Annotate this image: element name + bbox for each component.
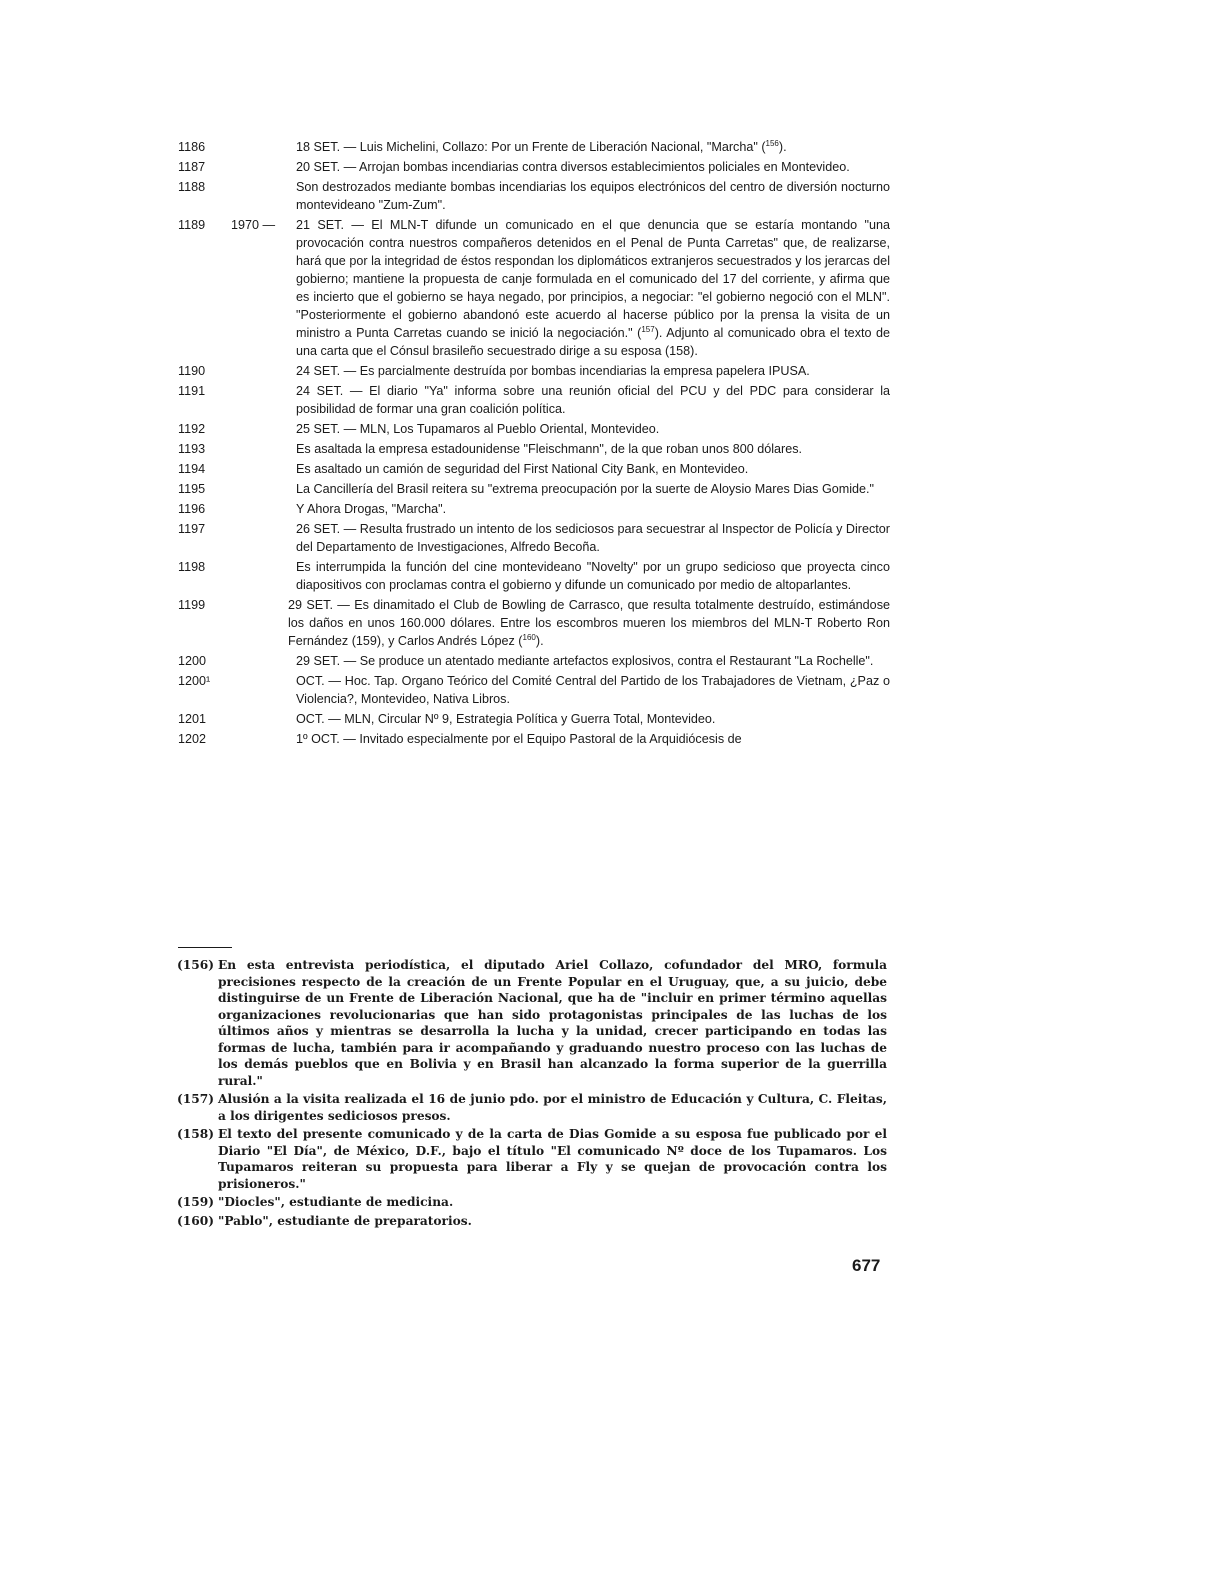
entry-text: Es asaltada la empresa estadounidense "Fleischmann", de la que roban unos 800 dólares. xyxy=(296,442,803,456)
entry-number: 1188 xyxy=(178,180,206,194)
entry-text: Y Ahora Drogas, "Marcha". xyxy=(296,502,447,516)
entry-text: 29 SET. — Es dinamitado el Club de Bowling de Carrasco, que resulta totalmente destruído, estimándose los daños en unos 160.000 dólares. Entre los escombros mueren los miembros del MLN-T Roberto Ron Fernández (159), y Carlos Andrés López ($^{160}$). xyxy=(288,598,890,648)
entry-text: 26 SET. — Resulta frustrado un intento de los sediciosos para secuestrar al Inspector de Policía y Director del Departamento de Investigaciones, Alfredo Becoña. xyxy=(296,522,890,554)
entry-text: OCT. — MLN, Circular Nº 9, Estrategia Política y Guerra Total, Montevideo. xyxy=(296,712,716,726)
footnote-text: En esta entrevista periodística, el diputado Ariel Collazo, cofundador del MRO, formula precisiones respecto de la creación de un Frente Popular en el Uruguay, que, a su juicio, debe distinguirse de un Frente de Liberación Nacional, que ha de "incluir en primer término aquellas organizaciones revolucionarias que han sido protagonistas principales de las luchas de los últimos años y mientras se desarrolla la lucha y la unidad, crecer participando en todas las formas de lucha, también para ir acompañando y graduando nuestro proceso con las luchas de los demás pueblos que en Bolivia y en Brasil han alcanzado la forma superior de la guerrilla rural." xyxy=(218,958,887,1088)
entry-text: 24 SET. — Es parcialmente destruída por bombas incendiarias la empresa papelera IPUSA. xyxy=(296,364,810,378)
entry xyxy=(178,480,890,498)
entry xyxy=(178,596,890,650)
footnote xyxy=(177,1126,887,1192)
entry-number: 1196 xyxy=(178,502,206,516)
footnote-divider xyxy=(178,947,232,948)
entry xyxy=(178,710,890,728)
entry-number: 1201 xyxy=(178,712,207,726)
entry-text: La Cancillería del Brasil reitera su "extrema preocupación por la suerte de Aloysio Mares Dias Gomide." xyxy=(296,482,875,496)
footnote xyxy=(177,957,887,1089)
entry-text: Es asaltado un camión de seguridad del First National City Bank, en Montevideo. xyxy=(296,462,749,476)
entry-number: 1195 xyxy=(178,482,206,496)
chronology-entries xyxy=(178,138,890,750)
entry xyxy=(178,730,890,748)
entry xyxy=(178,652,890,670)
entry-number: 1187 xyxy=(178,160,206,174)
entry-number: 1189 xyxy=(178,218,206,232)
entry xyxy=(178,520,890,556)
footnote-label: (157) xyxy=(177,1092,214,1106)
entry xyxy=(178,500,890,518)
footnote-label: (158) xyxy=(177,1127,214,1141)
footnote-label: (159) xyxy=(177,1195,214,1209)
entry xyxy=(178,178,890,214)
entry xyxy=(178,362,890,380)
entry-number: 1193 xyxy=(178,442,206,456)
entry xyxy=(178,460,890,478)
entry-number: 1199 xyxy=(178,598,206,612)
entry-text: 20 SET. — Arrojan bombas incendiarias contra diversos establecimientos policiales en Montevideo. xyxy=(296,160,850,174)
entry-number: 1192 xyxy=(178,422,206,436)
entry xyxy=(178,672,890,708)
footnote-label: (160) xyxy=(177,1213,214,1228)
entry-text: 25 SET. — MLN, Los Tupamaros al Pueblo Oriental, Montevideo. xyxy=(296,422,660,436)
footnote xyxy=(177,1194,887,1211)
footnote-text: Alusión a la visita realizada el 16 de junio pdo. por el ministro de Educación y Cultura, C. Fleitas, a los dirigentes sediciosos presos. xyxy=(218,1092,887,1123)
entry-number: 1197 xyxy=(178,522,206,536)
footnote xyxy=(177,1091,887,1124)
entry xyxy=(178,558,890,594)
entry xyxy=(178,216,890,360)
entry-text: Es interrumpida la función del cine montevideano "Novelty" por un grupo sedicioso que proyecta cinco diapositivos con proclamas contra el gobierno y difunde un comunicado por medio de altoparlantes. xyxy=(296,560,890,592)
footnote xyxy=(177,1213,887,1230)
entry-number: 1200 xyxy=(178,654,207,668)
footnote-text: El texto del presente comunicado y de la carta de Dias Gomide a su esposa fue publicado por el Diario "El Día", de México, D.F., bajo el título "El comunicado Nº doce de los Tupamaros. Los Tupamaros reiteran su propuesta para liberar a Fly y se quejan de provocación contra los prisioneros." xyxy=(218,1127,887,1191)
entry-number: 1194 xyxy=(178,462,206,476)
entry-text: 21 SET. — El MLN-T difunde un comunicado en el que denuncia que se estaría montando "una provocación contra nuestros compañeros detenidos en el Penal de Punta Carretas" que, de realizarse, hará que por la integridad de éstos respondan los diplomáticos extranjeros secuestrados y los jerarcas del gobierno; mantiene la propuesta de canje formulada en el comunicado del 17 del corriente, y afirma que es incierto que el gobierno se haya negado, por principios, a negociar: "el gobierno negoció con el MLN". "Posteriormente el gobierno abandonó este acuerdo al hacerse público por la prensa la visita de un ministro a Punta Carretas cuando se inició la negociación." ($^{157}$). Adjunto al comunicado obra el texto de una carta que el Cónsul brasileño secuestrado dirige a su esposa (158). xyxy=(296,218,891,358)
entry-text: Son destrozados mediante bombas incendiarias los equipos electrónicos del centro de diversión nocturno montevideano "Zum-Zum". xyxy=(296,180,890,212)
entry xyxy=(178,138,890,156)
entry xyxy=(178,158,890,176)
entry-text: 29 SET. — Se produce un atentado mediante artefactos explosivos, contra el Restaurant "La Rochelle". xyxy=(296,654,874,668)
entry-number: 1198 xyxy=(178,560,206,574)
entry-number: 1186 xyxy=(178,140,206,154)
entry xyxy=(178,440,890,458)
footnote-text: "Diocles", estudiante de medicina. xyxy=(218,1195,454,1209)
entry-text: OCT. — Hoc. Tap. Organo Teórico del Comité Central del Partido de los Trabajadores de Vietnam, ¿Paz o Violencia?, Montevideo, Nativa Libros. xyxy=(296,674,890,706)
entry-text: 1º OCT. — Invitado especialmente por el Equipo Pastoral de la Arquidiócesis de xyxy=(296,732,742,746)
entry-text: 18 SET. — Luis Michelini, Collazo: Por un Frente de Liberación Nacional, "Marcha" ($^{156}$). xyxy=(296,138,787,154)
footnotes xyxy=(177,957,887,1231)
entry xyxy=(178,382,890,418)
entry-text: 24 SET. — El diario "Ya" informa sobre una reunión oficial del PCU y del PDC para considerar la posibilidad de formar una gran coalición política. xyxy=(296,384,890,416)
footnote-text: "Pablo", estudiante de preparatorios. xyxy=(218,1213,472,1228)
entry-number: 1202 xyxy=(178,732,207,746)
entry-number: 1200¹ xyxy=(178,674,211,688)
page-number: 677 xyxy=(852,1256,881,1275)
entry-number: 1190 xyxy=(178,364,206,378)
entry-number: 1191 xyxy=(178,384,206,398)
entry xyxy=(178,420,890,438)
footnote-label: (156) xyxy=(177,958,214,972)
entry-year: 1970 — xyxy=(231,218,276,232)
